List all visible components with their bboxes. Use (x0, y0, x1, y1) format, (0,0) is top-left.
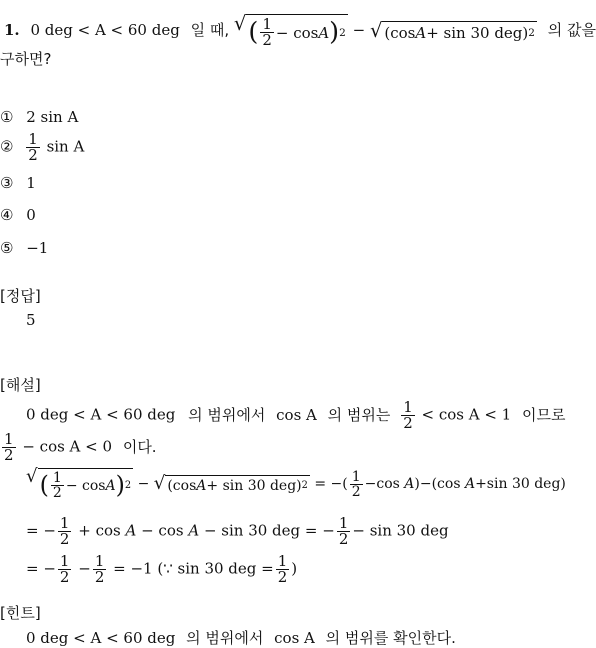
question-line-1: 1. 0 deg < A < 60 deg 일 때, √ ( $\frac{1}{2}$ − cos A ) 2 − √ (cos A + sin 30 deg) 2 의 값을 (4, 12, 596, 49)
question-line-2: 구하면? (0, 50, 52, 68)
explanation-text: 이므로 (522, 405, 566, 424)
choice-text: sin A (46, 137, 85, 156)
sqrt-expression-2: √ (cos A + sin 30 deg) 2 (153, 472, 308, 494)
explanation-equals: = − (26, 559, 56, 578)
choice-text: 1 (26, 174, 36, 192)
answer-value: 5 (26, 311, 36, 329)
explanation-inequality: − cos A < 0 (22, 437, 113, 456)
explanation-text: 의 범위에서 (188, 405, 266, 424)
choice-marker: ② (0, 137, 14, 156)
choice-marker: ④ (0, 206, 14, 224)
hint-label: [힌트] (0, 604, 41, 622)
explanation-cos: cos A (276, 405, 317, 424)
choice-text: 2 sin A (26, 108, 79, 126)
half-fraction: $\frac{1}{2}$ (4, 430, 14, 464)
sqrt-expression-2: √ (cos A + sin 30 deg) 2 (369, 18, 535, 42)
explanation-range: 0 deg < A < 60 deg (26, 405, 176, 424)
answer-label: [정답] (0, 287, 41, 305)
sqrt-expression-1: √ ( $\frac{1}{2}$ − cos A ) 2 (233, 12, 346, 49)
hint-range: 0 deg < A < 60 deg (26, 629, 176, 647)
choice-3[interactable] (0, 174, 36, 192)
question-number: 1. (4, 21, 20, 39)
half-fraction: $\frac{1}{2}$ (403, 398, 413, 432)
choice-2[interactable] (0, 132, 84, 163)
explanation-line-5: = − $\frac{1}{2}$ − $\frac{1}{2}$ = −1 (∵ sin 30 deg = $\frac{1}{2}$ ) (26, 552, 298, 586)
half-fraction: $\frac{1}{2}$ (28, 130, 38, 164)
choice-text: −1 (26, 239, 49, 257)
explanation-text: 의 범위는 (327, 405, 391, 424)
choice-text: 0 (26, 206, 36, 224)
explanation-line-4: = − $\frac{1}{2}$ + cos A − cos A − sin 30 deg = − $\frac{1}{2}$ − sin 30 deg (26, 514, 449, 548)
explanation-inequality: < cos A < 1 (421, 405, 512, 424)
choice-marker: ⑤ (0, 239, 14, 257)
choice-4[interactable] (0, 206, 36, 224)
choice-marker: ③ (0, 174, 14, 192)
sqrt-expression-1: √ ( $\frac{1}{2}$ − cos A ) 2 (26, 466, 132, 501)
question-text-when: 일 때, (190, 21, 230, 39)
explanation-line-1 (26, 400, 566, 431)
question-condition: 0 deg < A < 60 deg (30, 21, 180, 39)
choice-marker: ① (0, 108, 14, 126)
hint-text: 의 범위에서 (186, 629, 264, 647)
question-text-tail: 의 값을 (547, 21, 596, 39)
hint-cos: cos A (274, 629, 315, 647)
explanation-equals: = − (26, 521, 56, 540)
explanation-text: 이다. (122, 437, 157, 456)
explanation-line-3: √ ( $\frac{1}{2}$ − cos A ) 2 − √ (cos A + sin 30 deg) 2 = −( $\frac{1}{2}$ −cos A)−(cos A+sin 30 deg) (26, 466, 566, 501)
choice-5[interactable] (0, 239, 48, 257)
hint-text: 의 범위를 확인한다. (325, 629, 456, 647)
explanation-label: [해설] (0, 376, 41, 394)
hint-line (26, 627, 456, 648)
explanation-line-2 (0, 432, 157, 463)
choice-1[interactable] (0, 108, 78, 126)
